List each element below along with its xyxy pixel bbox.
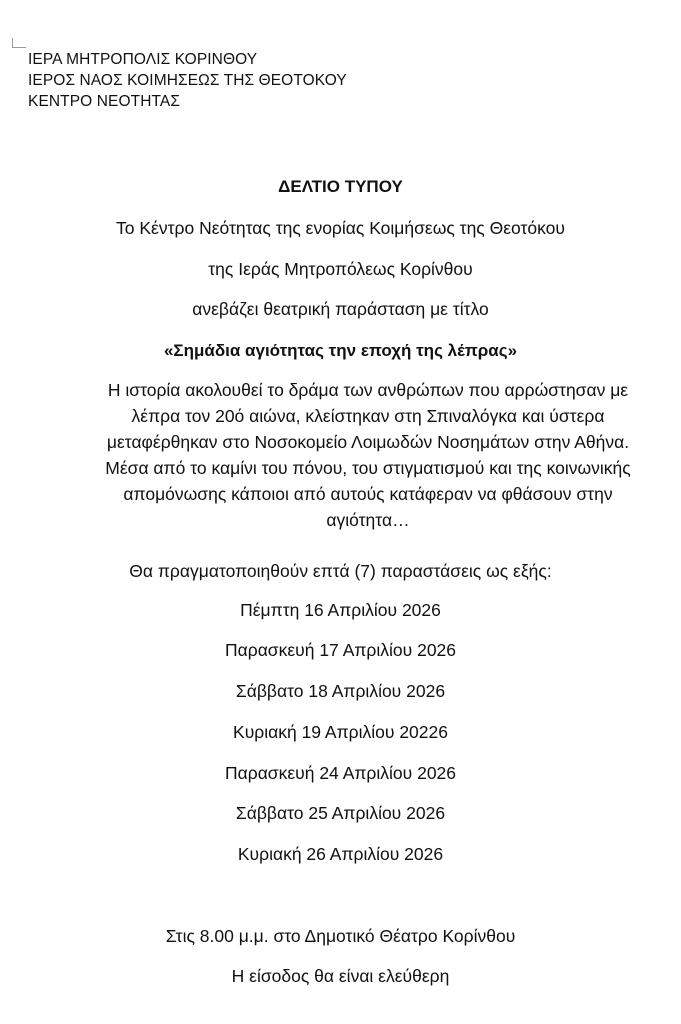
venue-info: Στις 8.00 μ.μ. στο Δημοτικό Θέατρο Κορίνθου	[165, 926, 516, 946]
performance-date: Κυριακή 19 Απριλίου 20226	[233, 722, 448, 742]
performance-date: Πέμπτη 16 Απριλίου 2026	[240, 600, 441, 620]
header-metropolis: ΙΕΡΑ ΜΗΤΡΟΠΟΛΙΣ ΚΟΡΙΝΘΟΥ	[28, 51, 258, 68]
press-release-title: ΔΕΛΤΙΟ ΤΥΠΟΥ	[278, 177, 403, 196]
header-church: ΙΕΡΟΣ ΝΑΟΣ ΚΟΙΜΗΣΕΩΣ ΤΗΣ ΘΕΟΤΟΚΟΥ	[28, 72, 347, 89]
story-paragraph	[38, 377, 681, 533]
story-line-1: Η ιστορία ακολουθεί το δράμα των ανθρώπων που αρρώστησαν με	[107, 380, 629, 400]
performance-date: Παρασκευή 17 Απριλίου 2026	[224, 640, 457, 660]
intro-line-1: Το Κέντρο Νεότητας της ενορίας Κοιμήσεως της Θεοτόκου	[116, 218, 565, 238]
performance-date: Σάββατο 18 Απριλίου 2026	[235, 681, 446, 701]
story-line-5: απομόνωσης κάποιοι από αυτούς κατάφεραν να φθάσουν στην	[123, 484, 613, 504]
performances-intro: Θα πραγματοποιηθούν επτά (7) παραστάσεις ως εξής:	[129, 561, 552, 581]
show-title: «Σημάδια αγιότητας την εποχή της λέπρας»	[163, 341, 518, 360]
entry-info: Η είσοδος θα είναι ελεύθερη	[231, 966, 450, 986]
document-header	[28, 49, 347, 112]
story-line-3: μεταφέρθηκαν στο Νοσοκομείο Λοιμωδών Νοσημάτων στην Αθήνα.	[106, 432, 630, 452]
performance-date: Κυριακή 26 Απριλίου 2026	[237, 844, 444, 864]
story-line-2: λέπρα τον 20ό αιώνα, κλείστηκαν στη Σπιναλόγκα και ύστερα	[131, 406, 605, 426]
intro-line-3: ανεβάζει θεατρική παράσταση με τίτλο	[192, 299, 489, 319]
story-line-4: Μέσα από το καμίνι του πόνου, του στιγματισμού και της κοινωνικής	[105, 458, 631, 478]
header-youth-center: ΚΕΝΤΡΟ ΝΕΟΤΗΤΑΣ	[28, 93, 181, 110]
intro-line-2: της Ιεράς Μητροπόλεως Κορίνθου	[208, 259, 473, 279]
performance-date: Σάββατο 25 Απριλίου 2026	[235, 803, 446, 823]
story-line-6: αγιότητα…	[326, 510, 410, 530]
performance-date: Παρασκευή 24 Απριλίου 2026	[224, 763, 457, 783]
page-corner-mark	[12, 38, 26, 48]
